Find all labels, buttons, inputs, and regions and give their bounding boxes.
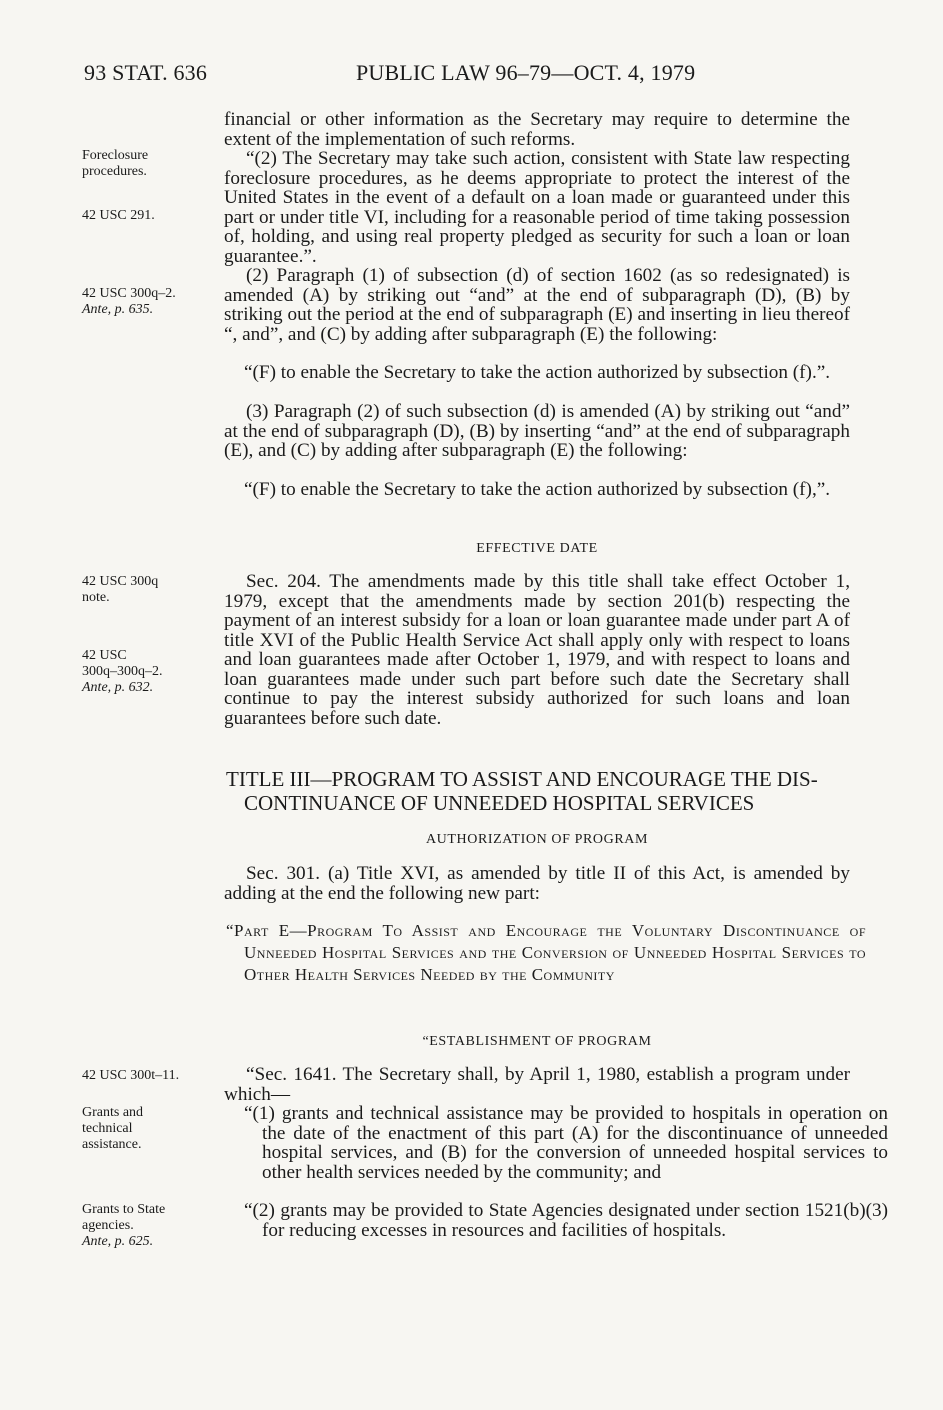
body-paragraph: “(2) grants may be provided to State Agencies designated under section 1521(b)(3) for reducing excesses in resources and facilities of hospitals. xyxy=(244,1200,888,1241)
body-paragraph: “(1) grants and technical assistance may be provided to hospitals in operation on the date of the enactment of this part (A) for the discontinuance of unneeded hospital services, and (B) for the conversion of unneeded hospital services to other health services needed by the community; and xyxy=(244,1103,888,1183)
section-heading: “ESTABLISHMENT OF PROGRAM xyxy=(422,1034,652,1049)
title-heading xyxy=(226,767,866,815)
margin-note-line: 42 USC 300q–2. xyxy=(82,286,176,301)
running-head: PUBLIC LAW 96–79—OCT. 4, 1979 xyxy=(356,60,696,85)
margin-note-usc300t11: 42 USC 300t–11. xyxy=(82,1068,180,1083)
margin-note-usc291: 42 USC 291. xyxy=(82,208,155,223)
margin-note-line: Grants and xyxy=(82,1105,144,1120)
title-line: TITLE III—PROGRAM TO ASSIST AND ENCOURAGE THE DIS- xyxy=(226,767,818,791)
margin-note-grants-tech xyxy=(82,1105,212,1153)
body-paragraph: “(F) to enable the Secretary to take the action authorized by subsection (f).”. xyxy=(244,362,831,383)
page-number: 93 STAT. 636 xyxy=(84,60,208,85)
margin-note-grants-state xyxy=(82,1202,212,1250)
part-heading: “Part E—Program To Assist and Encourage the Voluntary Discontinuance of Unneeded Hospital Services and the Conversion of Unneeded Hospital Services to Other Health Services Needed by the Community xyxy=(226,921,866,984)
body-paragraph: financial or other information as the Secretary may require to determine the extent of the implementation of such reforms. xyxy=(224,109,850,150)
margin-note-line: agencies. xyxy=(82,1218,134,1233)
body-paragraph: (3) Paragraph (2) of such subsection (d) is amended (A) by striking out “and” at the end of subparagraph (D), (B) by inserting “and” at the end of subparagraph (E), and (C) by adding after subparagraph (E) the following: xyxy=(224,401,850,461)
body-paragraph: “(F) to enable the Secretary to take the action authorized by subsection (f),”. xyxy=(244,479,831,500)
margin-note-usc300q-note xyxy=(82,574,212,606)
body-paragraph: Sec. 301. (a) Title XVI, as amended by title II of this Act, is amended by adding at the end the following new part: xyxy=(224,863,850,904)
margin-note-line: Ante, p. 635. xyxy=(82,302,154,317)
margin-note-line: Ante, p. 632. xyxy=(82,680,154,695)
margin-note-line: 42 USC xyxy=(82,648,127,663)
margin-note-line: technical xyxy=(82,1121,133,1136)
margin-note-line: assistance. xyxy=(82,1137,142,1152)
body-paragraph: “Sec. 1641. The Secretary shall, by April 1, 1980, establish a program under which— xyxy=(224,1064,850,1105)
margin-note-line: Foreclosure xyxy=(82,148,149,163)
body-paragraph: Sec. 204. The amendments made by this title shall take effect October 1, 1979, except that the amendments made by section 201(b) respecting the payment of an interest subsidy for a loan or loan guarantee made under part A of title XVI of the Public Health Service Act shall apply only with respect to loans and loan guarantees made after October 1, 1979, and with respect to loans and loan guarantees made under such part before such date the Secretary shall continue to pay the interest subsidy authorized for such loans and loan guarantees before such date. xyxy=(224,571,850,729)
margin-note-usc300q2 xyxy=(82,286,212,318)
title-line: CONTINUANCE OF UNNEEDED HOSPITAL SERVICES xyxy=(244,791,755,815)
margin-note-line: Ante, p. 625. xyxy=(82,1234,154,1249)
margin-note-line: procedures. xyxy=(82,164,147,179)
margin-note-line: Grants to State xyxy=(82,1202,166,1217)
body-paragraph: (2) Paragraph (1) of subsection (d) of section 1602 (as so redesignated) is amended (A) by striking out “and” at the end of subparagraph (D), (B) by striking out the period at the end of subparagraph (E) and inserting in lieu thereof “, and”, and (C) by adding after subparagraph (E) the following: xyxy=(224,265,850,345)
section-heading: EFFECTIVE DATE xyxy=(476,541,598,556)
margin-note-line: 300q–300q–2. xyxy=(82,664,163,679)
margin-note-line: note. xyxy=(82,590,110,605)
section-heading: AUTHORIZATION OF PROGRAM xyxy=(425,832,649,847)
margin-note-usc300q-range xyxy=(82,648,212,696)
body-paragraph: “(2) The Secretary may take such action, consistent with State law respecting foreclosure procedures, as he deems appropriate to protect the interest of the United States in the event of a default on a loan made or guaranteed under this part or under title VI, including for a reasonable period of time taking possession of, holding, and using real property pledged as security for such a loan or loan guarantee.”. xyxy=(224,148,850,267)
margin-note-line: 42 USC 300q xyxy=(82,574,159,589)
margin-note-foreclosure xyxy=(82,148,212,180)
